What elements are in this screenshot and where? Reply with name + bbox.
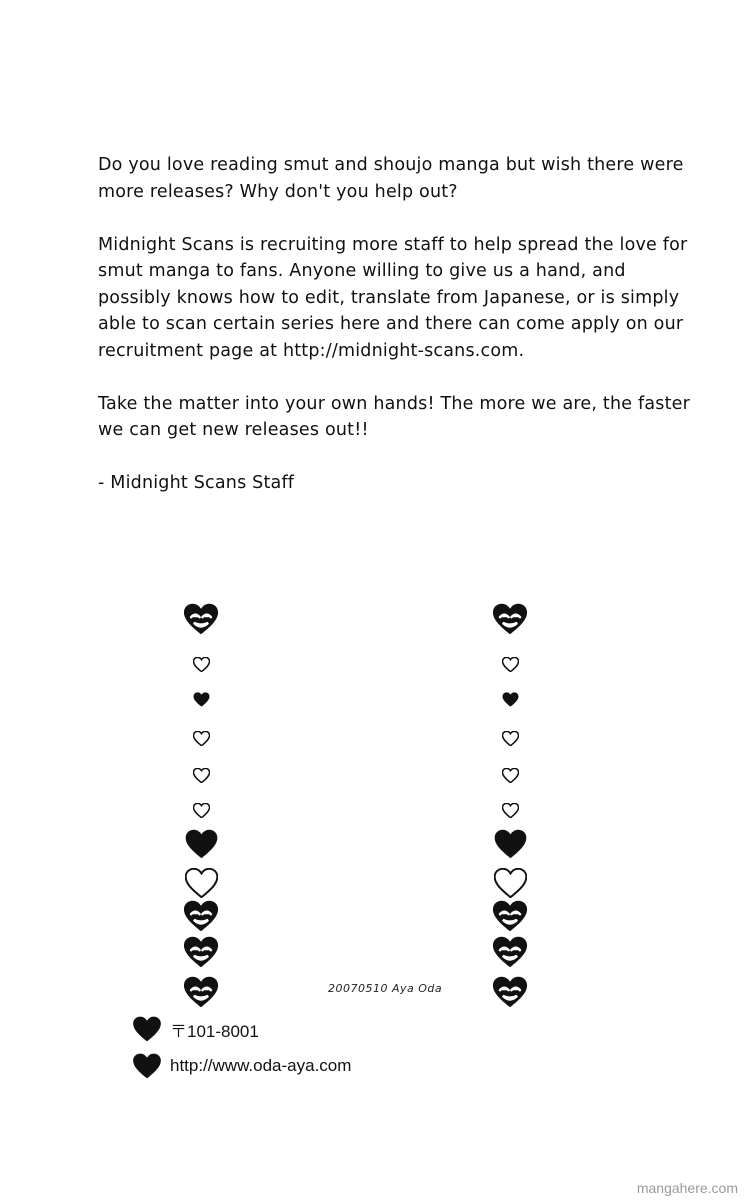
small-outline-heart-icon bbox=[502, 731, 519, 746]
large-filled-heart-icon bbox=[185, 829, 218, 859]
heart-bullet-icon bbox=[132, 1016, 162, 1042]
face-heart-icon bbox=[183, 976, 219, 1008]
small-outline-heart-icon bbox=[193, 657, 210, 672]
small-filled-heart-icon bbox=[193, 692, 210, 707]
heart-bullet-icon bbox=[132, 1053, 162, 1079]
notice-paragraph-2: Midnight Scans is recruiting more staff to help spread the love for smut manga to fans. Anyone willing to give us a hand, and possibly knows how to edit, translate from Japanese, or is simply able to scan certain series here and there can come apply on our recruitment page at http://midnight-scans.com. bbox=[98, 234, 688, 361]
face-heart-icon bbox=[183, 936, 219, 968]
notice-paragraph-1: Do you love reading smut and shoujo manga but wish there were more releases? Why don't you help out? bbox=[98, 155, 684, 202]
postal-contact bbox=[132, 1016, 259, 1042]
face-heart-icon bbox=[183, 603, 219, 635]
large-outline-heart-icon bbox=[494, 868, 527, 898]
face-heart-icon bbox=[492, 976, 528, 1008]
recruitment-notice bbox=[98, 152, 698, 523]
face-heart-icon bbox=[492, 900, 528, 932]
small-outline-heart-icon bbox=[502, 803, 519, 818]
author-signature: 20070510 Aya Oda bbox=[328, 982, 443, 995]
small-outline-heart-icon bbox=[193, 731, 210, 746]
large-outline-heart-icon bbox=[185, 868, 218, 898]
postal-code: 〒101-8001 bbox=[170, 1021, 259, 1041]
website-contact bbox=[132, 1053, 351, 1079]
face-heart-icon bbox=[183, 900, 219, 932]
large-filled-heart-icon bbox=[494, 829, 527, 859]
small-outline-heart-icon bbox=[193, 803, 210, 818]
face-heart-icon bbox=[492, 603, 528, 635]
website-link[interactable]: http://www.oda-aya.com bbox=[170, 1056, 352, 1075]
small-outline-heart-icon bbox=[193, 768, 210, 783]
notice-signoff: - Midnight Scans Staff bbox=[98, 473, 295, 493]
small-outline-heart-icon bbox=[502, 768, 519, 783]
small-outline-heart-icon bbox=[502, 657, 519, 672]
small-filled-heart-icon bbox=[502, 692, 519, 707]
watermark: mangahere.com bbox=[636, 1180, 738, 1196]
notice-paragraph-3: Take the matter into your own hands! The more we are, the faster we can get new releases out!! bbox=[98, 393, 691, 440]
face-heart-icon bbox=[492, 936, 528, 968]
